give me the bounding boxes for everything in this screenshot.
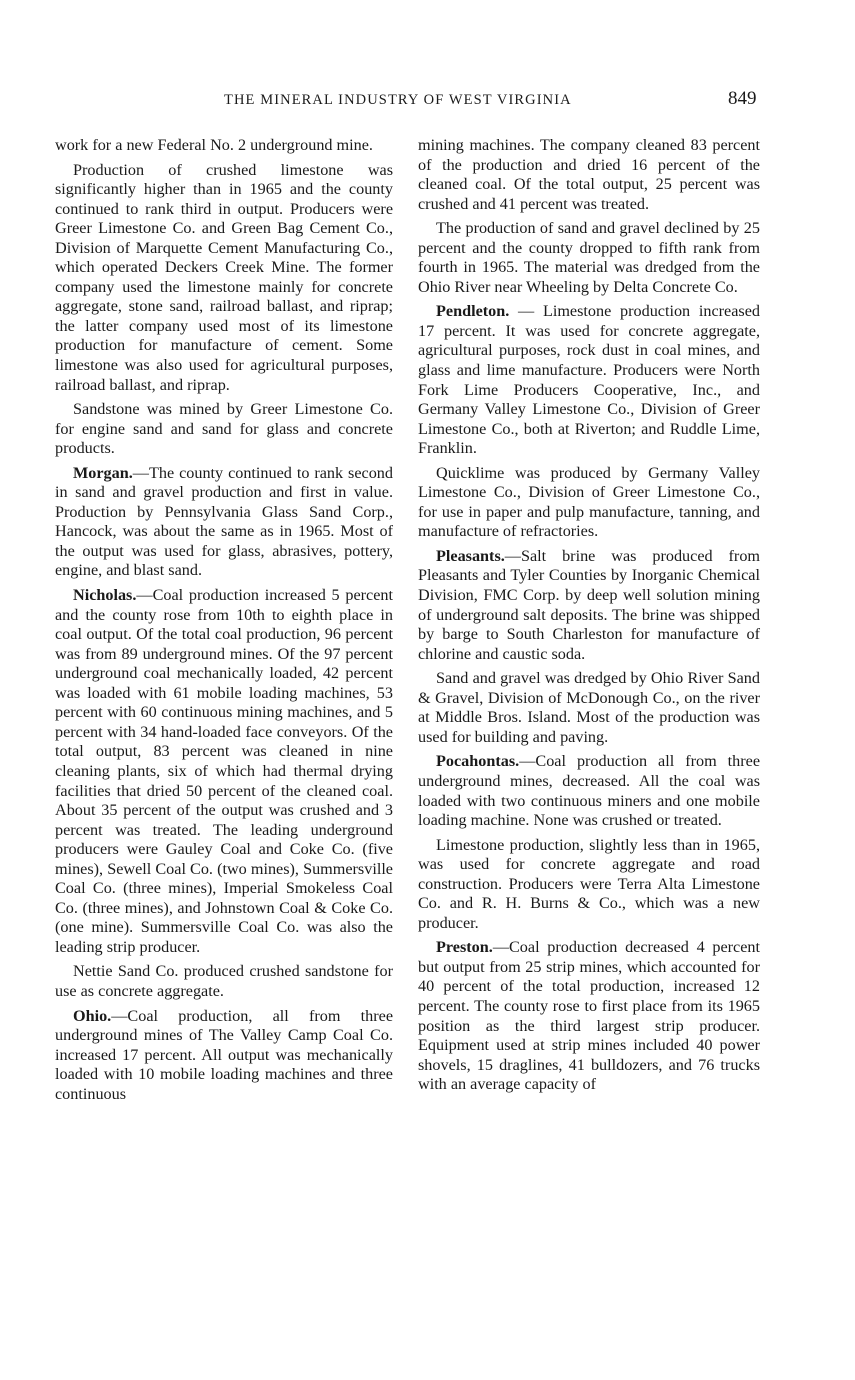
paragraph: Sandstone was mined by Greer Limestone Co. for engine sand and sand for glass and concrete products. bbox=[55, 400, 393, 458]
page-number: 849 bbox=[728, 88, 757, 109]
section-heading: Morgan. bbox=[73, 463, 133, 482]
section-paragraph-pocahontas bbox=[418, 752, 760, 830]
section-heading: Preston. bbox=[436, 938, 493, 957]
section-paragraph-pleasants bbox=[418, 547, 760, 664]
section-paragraph-pendleton bbox=[418, 302, 760, 458]
section-heading: Pocahontas. bbox=[436, 752, 520, 771]
paragraph: The production of sand and gravel declined by 25 percent and the county dropped to fifth rank from fourth in 1965. The material was dredged from the Ohio River near Wheeling by Delta Concrete Co. bbox=[418, 219, 760, 296]
paragraph-text: —Coal production, all from three underground mines of The Valley Camp Coal Co. increased 17 percent. All output was mechanically loaded with 10 mobile loading machines and three continuous bbox=[55, 1006, 393, 1103]
paragraph-text: — Limestone production increased 17 percent. It was used for concrete aggregate, agricultural purposes, rock dust in coal mines, and glass and lime manufacture. Producers were North Fork Lime Producers Cooperative, Inc., and Germany Valley Limestone Co., Division of Greer Limestone Co., both at Riverton; and Ruddle Lime, Franklin. bbox=[418, 302, 760, 458]
paragraph: Production of crushed limestone was significantly higher than in 1965 and the county continued to rank third in output. Producers were Greer Limestone Co. and Green Bag Cement Co., Division of Marquette Cement Manufacturing Co., which operated Deckers Creek Mine. The former company used the limestone mainly for concrete aggregate, stone sand, railroad ballast, and riprap; the latter company used most of its limestone production for manufacture of cement. Some limestone was also used for agricultural purposes, railroad ballast, and riprap. bbox=[55, 160, 393, 394]
section-paragraph-preston bbox=[418, 938, 760, 1094]
paragraph: mining machines. The company cleaned 83 percent of the production and dried 16 percent of the cleaned coal. Of the total output, 25 percent was crushed and 41 percent was treated. bbox=[418, 136, 760, 213]
paragraph: Limestone production, slightly less than in 1965, was used for concrete aggregate and road construction. Producers were Terra Alta Limestone Co. and R. H. Burns & Co., which was a new producer. bbox=[418, 835, 760, 932]
right-column bbox=[418, 136, 760, 1100]
page-header bbox=[0, 88, 855, 114]
paragraph-text: —Coal production all from three underground mines, decreased. All the coal was loaded with two continuous miners and one mobile loading machine. None was crushed or treated. bbox=[418, 752, 760, 830]
paragraph-text: —Coal production decreased 4 percent but output from 25 strip mines, which accounted for 40 percent of the total production, increased 12 percent. The county rose to first place from its 1965 position as the third largest strip producer. Equipment used at strip mines included 40 power shovels, 15 draglines, 41 bulldozers, and 76 trucks with an average capacity of bbox=[418, 938, 760, 1094]
section-paragraph-nicholas bbox=[55, 586, 393, 957]
paragraph-text: —The county continued to rank second in sand and gravel production and first in value. Production by Pennsylvania Glass Sand Corp., Hancock, was about the same as in 1965. Most of the output was used for glass, abrasives, pottery, engine, and blast sand. bbox=[55, 463, 393, 580]
paragraph: work for a new Federal No. 2 underground mine. bbox=[55, 136, 373, 154]
left-column bbox=[55, 136, 393, 1109]
paragraph: Nettie Sand Co. produced crushed sandstone for use as concrete aggregate. bbox=[55, 962, 393, 1000]
paragraph: Sand and gravel was dredged by Ohio River Sand & Gravel, Division of McDonough Co., on the river at Middle Bros. Island. Most of the production was used for building and paving. bbox=[418, 669, 760, 746]
section-paragraph-ohio bbox=[55, 1007, 393, 1105]
section-heading: Nicholas. bbox=[73, 586, 137, 605]
section-heading: Pleasants. bbox=[436, 546, 505, 565]
section-heading: Ohio. bbox=[73, 1006, 112, 1025]
paragraph-text: —Salt brine was produced from Pleasants and Tyler Counties by Inorganic Chemical Division, FMC Corp. by deep well solution mining of underground salt deposits. The brine was shipped by barge to South Charleston for manufacture of chlorine and caustic soda. bbox=[418, 546, 760, 663]
paragraph: Quicklime was produced by Germany Valley Limestone Co., Division of Greer Limestone Co., for use in paper and pulp manufacture, tanning, and manufacture of refractories. bbox=[418, 463, 760, 541]
section-paragraph-morgan bbox=[55, 464, 393, 581]
section-heading: Pendleton. bbox=[436, 302, 510, 321]
running-title: THE MINERAL INDUSTRY OF WEST VIRGINIA bbox=[224, 92, 572, 108]
paragraph-text: —Coal production increased 5 percent and the county rose from 10th to eighth place in coal output. Of the total coal production, 96 percent was from 89 underground mines. Of the 97 percent underground coal mechanically loaded, 42 percent was loaded with 61 mobile loading machines, 53 percent with 60 continuous mining machines, and 5 percent with 34 hand-loaded face conveyors. Of the total output, 83 percent was cleaned in nine cleaning plants, six of which had thermal drying facilities that dried 50 percent of the cleaned coal. About 35 percent of the output was crushed and 3 percent was treated. The leading underground producers were Gauley Coal and Coke Co. (five mines), Sewell Coal Co. (two mines), Summersville Coal Co. (three mines), Imperial Smokeless Coal Co. (three mines), and Johnstown Coal & Coke Co. (one mine). Summersville Coal Co. was also the leading strip producer. bbox=[55, 586, 393, 956]
